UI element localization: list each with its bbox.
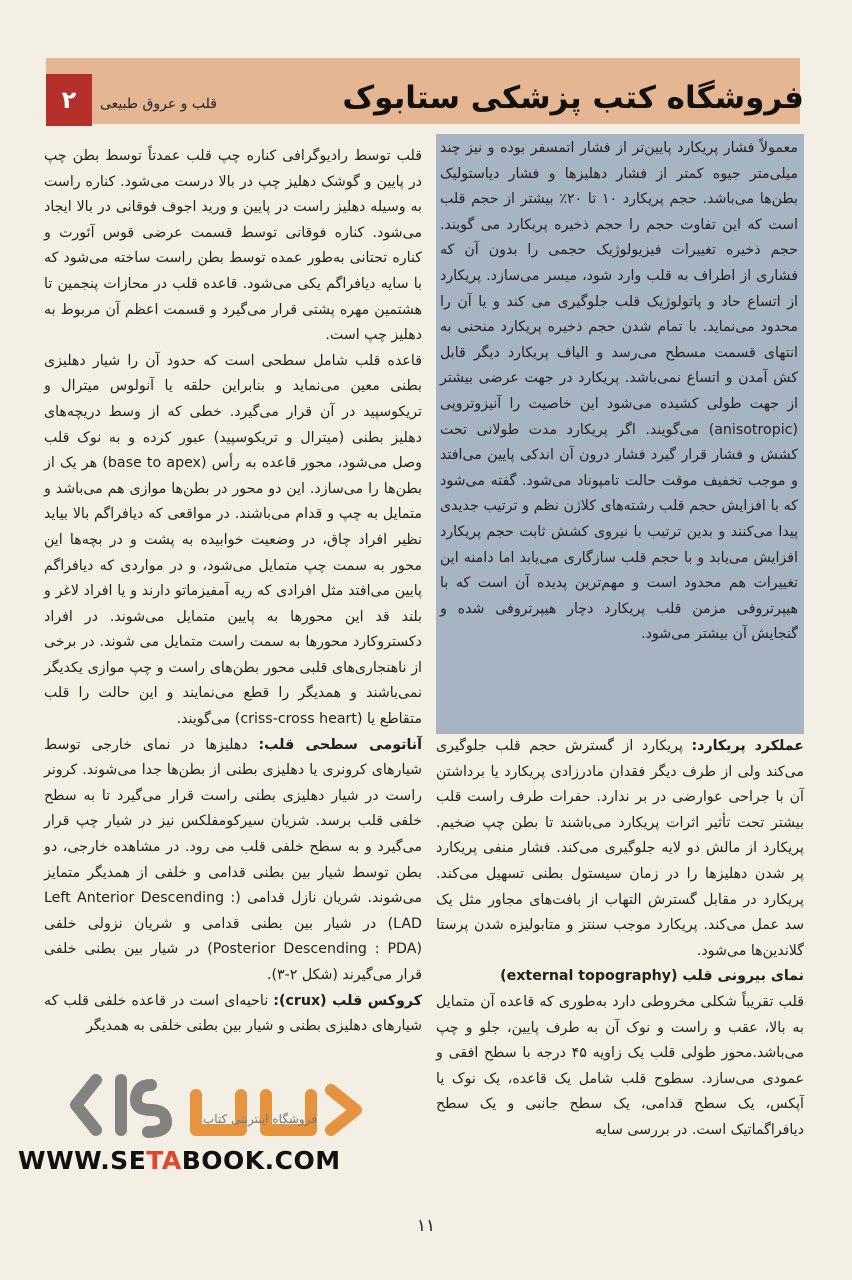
paragraph-surface-anatomy xyxy=(44,733,422,989)
chapter-number-box: ۲ xyxy=(46,74,92,126)
heading-external-topography: نمای بیرونی قلب (external topography) xyxy=(500,968,804,985)
shaded-pericardium-box xyxy=(436,134,804,734)
heading-crux: کروکس قلب (crux): xyxy=(273,992,422,1009)
chapter-title: قلب و عروق طبیعی xyxy=(100,96,217,112)
setabook-logo-icon xyxy=(66,1060,376,1150)
url-prefix: WWW.SE xyxy=(18,1146,147,1175)
heading-surface-anatomy: آناتومی سطحی قلب: xyxy=(258,736,422,753)
setabook-subtitle: فروشگاه اینترنتی کتاب xyxy=(202,1112,318,1126)
heading-pericardium-function: عملکرد پریکارد: xyxy=(691,738,804,754)
text-surface-anatomy: دهلیزها در نمای خارجی توسط شیارهای کرونری یا دهلیزی بطنی از بطن‌ها جدا می‌شوند. کرونر راست در شیار دهلیزی بطنی راست قرار می‌گیرد تا به سطح خلفی قلب برسد. شریان سیرکومفلکس نیز در شیار چپ قرار می‌گیرد و به سطح خلفی قلب می رود. در مشاهده خارجی، دو بطن توسط شیار بین بطنی قدامی و خلفی از همدیگر متمایز می‌شوند. شریان نازل قدامی (Left Anterior Descending : LAD) در شیار بین بطنی قدامی و شریان نزولی خلفی (Posterior Descending : PDA) در شیار بین بطنی خلفی قرار می‌گیرند (شکل ۲-۳). xyxy=(44,736,422,983)
right-column xyxy=(436,134,804,1138)
left-column xyxy=(44,144,422,1035)
paragraph-pericardium-function xyxy=(436,734,804,964)
store-title: فروشگاه کتب پزشکی ستابوک xyxy=(342,80,804,116)
paragraph-heart-base: قاعده قلب شامل سطحی است که حدود آن را شیار دهلیزی بطنی معین می‌نماید و بنابراین حلقه یا آنولوس میترال و تریکوسپید در آن قرار می‌گیرد. خطی که از وسط دریچه‌های دهلیز بطنی (میترال و تریکوسپید) عبور کرده و به نوک قلب وصل می‌شود، محور قاعده به رأس (base to apex) هر یک از بطن‌ها را می‌سازد. این دو محور در بطن‌ها موازی هم می‌باشد و متمایل به چپ و قدام می‌باشند. در مواقعی که دیافراگم بالا بیاید نظیر افراد چاق، در وضعیت خوابیده به پشت و در بچه‌ها این محور به سمت چپ متمایل می‌شود، و در مواردی که دیافراگم پایین می‌افتد مثل افرادی که ریه آمفیزماتو دارند و یا افراد لاغر و بلند قد این محورها به پایین متمایل می‌شوند. در افراد دکستروکارد محورها به سمت راست متمایل می شوند. در برخی از ناهنجاری‌های قلبی محور بطن‌های راست و چپ موازی یکدیگر نمی‌باشند و همدیگر را قطع می‌نمایند و این حالت را قلب متقاطع یا (criss-cross heart) می‌گویند. xyxy=(44,352,422,728)
url-accent: TA xyxy=(146,1146,182,1175)
paragraph-external-topography: قلب تقریباً شکلی مخروطی دارد به‌طوری که قاعده آن متمایل به بالا، عقب و راست و نوک آن به طرف پایین، جلو و چپ می‌باشد.محور طولی قلب یک زاویه ۴۵ درجه با سطح افقی و عمودی می‌سازد. سطوح قلب شامل یک قاعده، یک نوک یا آپکس، یک سطح قدامی، یک سطح جانبی و یک سطح دیافراگماتیک است. در بررسی سایه xyxy=(436,993,804,1138)
text-crux: ناحیه‌ای است در قاعده خلفی قلب که شیارهای دهلیزی بطنی و شیار بین بطنی خلفی به همدیگر xyxy=(44,992,422,1035)
setabook-url xyxy=(18,1146,341,1175)
paragraph-pericardial-pressure: معمولاً فشار پریکارد پایین‌تر از فشار اتمسفر بوده و نیز چند میلی‌متر جیوه کمتر از فشار دهلیزها و فشار دیاستولیک بطن‌ها می‌باشد. حجم پریکارد ۱۰ تا ۲۰٪ بیشتر از حجم قلب است که این تفاوت حجم را حجم ذخیره پریکارد می گویند. حجم ذخیره تغییرات فیزیولوژیک حجمی را بدون آن که فشاری از اطراف به قلب وارد شود، میسر می‌سازد. پریکارد از اتساع حاد و پاتولوژیک قلب جلوگیری می کند و یا آن را محدود می‌نماید. با تمام شدن حجم ذخیره پریکارد منحنی به انتهای قسمت مسطح می‌رسد و الیاف پریکارد دیگر قابل کش آمدن و اتساع نمی‌باشد. پریکارد در جهت عرضی بیشتر از جهت طولی کشیده می‌شود این خاصیت را آنیزوتروپی (anisotropic) می‌گویند. اگر پریکارد مدت طولانی تحت کشش و فشار قرار گیرد فشار درون آن اندکی پایین می‌افتد و موجب تخفیف موقت حالت تامپوناد می‌شود. گفته می‌شود که با افزایش حجم قلب رشته‌های کلاژن نظم و ترتیب جدیدی پیدا می‌کنند و بدین ترتیب با نیروی کشش ثابت حجم پریکارد افزایش می‌یابد و با حجم قلب سازگاری می‌یابد اما دامنه این تغییرات هم محدود است و مهم‌ترین پدیده آن است که با هیپرتروفی مزمن قلب پریکارد دچار هیپرتروفی شده و گنجایش آن بیشتر می‌شود. xyxy=(440,140,798,643)
url-suffix: BOOK.COM xyxy=(181,1146,341,1175)
text-pericardium-function: پریکارد از گسترش حجم قلب جلوگیری می‌کند ولی از طرف دیگر فقدان مادرزادی پریکارد یا برداشتن آن با جراحی عوارضی در بر ندارد. حفرات طرف راست قلب بیشتر تحت تأثیر اثرات پریکارد می‌باشند تا بطن چپ ضخیم. پریکارد از مالش دو لایه جلوگیری می‌کند. فشار منفی پریکارد پر شدن دهلیزها را در زمان سیستول بطنی تسهیل می‌کند. پریکارد در مقابل گسترش التهاب از بافت‌های مجاور مثل یک سد عمل می‌کند. پریکارد موجب سنتز و متابولیزه شدن پرستا گلاندین‌ها می‌شود. xyxy=(436,738,804,959)
page-number: ۱۱ xyxy=(416,1216,436,1236)
paragraph-crux xyxy=(44,989,422,1040)
paragraph-radiographic-borders: قلب توسط رادیوگرافی کناره چپ قلب عمدتاً توسط بطن چپ در پایین و گوشک دهلیز چپ در بالا درست می‌شود. کناره راست به وسیله دهلیز راست در پایین و ورید اجوف فوقانی در بالا ایجاد می‌شود. کناره فوقانی توسط قسمت عرضی قوس آئورت و کناره تحتانی به‌طور عمده توسط بطن راست ساخته می‌شود که با سایه دیافراگم یکی می‌شود. قاعده قلب در محازات پنجمین تا هشتمین مهره پشتی قرار می‌گیرد و قسمت اعظم آن مربوط به دهلیز چپ است. xyxy=(44,148,422,344)
